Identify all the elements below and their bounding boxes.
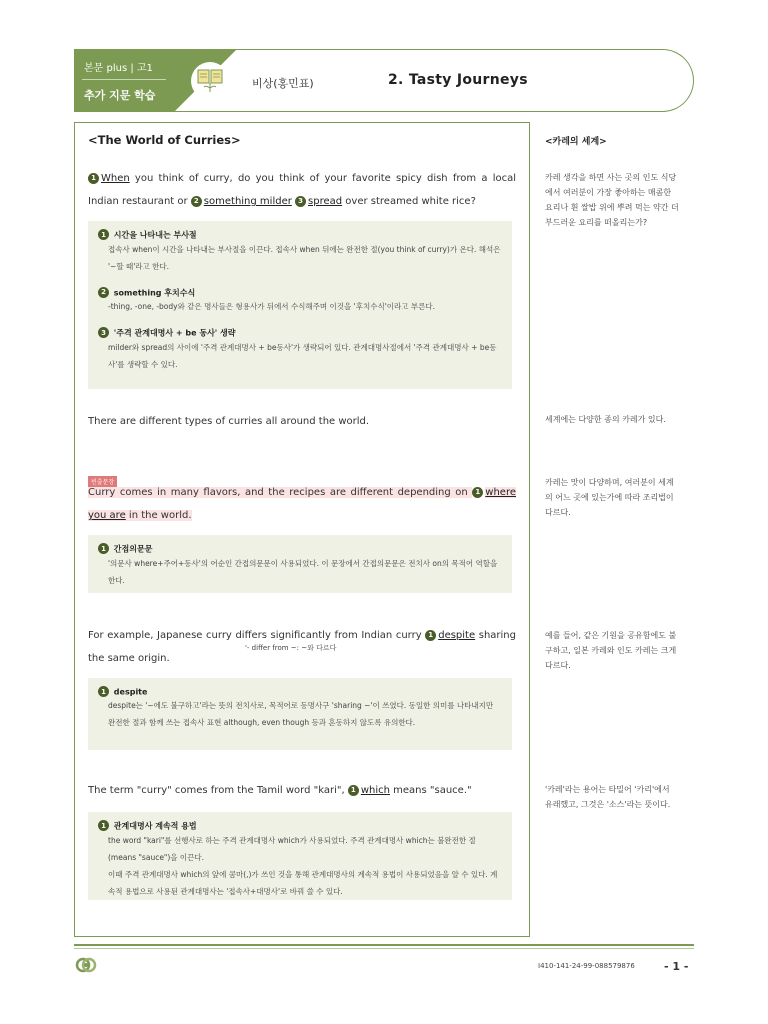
publisher-logo-icon [74, 954, 98, 976]
note-heading: 1 시간을 나타내는 부사절 [98, 229, 502, 241]
translation-5: '카레'라는 용어는 타밀어 '카리'에서 유래했고, 그것은 '소스'라는 뜻이다. [545, 785, 671, 809]
note-heading: 2 something 후치수식 [98, 287, 502, 299]
footer-rule-thin [74, 948, 694, 949]
highlighted-text: Curry comes in many flavors, and the recipes are different depending on [88, 487, 473, 498]
note-body: despite는 '~에도 불구하고'라는 뜻의 전치사로, 목적어로 동명사구 'sharing ~'이 쓰였다. 동일한 의미를 나타내지만 완전한 절과 함께 쓰는 접속사 표현 although, even though 등과 혼동하지 않도록 유의한다. [108, 701, 494, 727]
note-heading: 1 관계대명사 계속적 용법 [98, 820, 502, 832]
translation-1: 카레 생각을 하면 사는 곳의 인도 식당에서 여러분이 가장 좋아하는 매콤한 요리나 흰 쌀밥 위에 뿌려 먹는 약간 더 부드러운 요리를 떠올리는가? [545, 173, 679, 227]
grammar-note-4 [88, 812, 512, 900]
note-heading: 1 간접의문문 [98, 543, 502, 555]
sentence-text: For example, Japanese curry differs significantly from Indian curry [88, 630, 426, 641]
page-number: - 1 - [664, 960, 689, 973]
note-body: -thing, -one, -body와 같은 명사들은 형용사가 뒤에서 수식해주며 이것을 '후치수식'이라고 부른다. [108, 302, 436, 311]
marker-1: 1 [472, 487, 483, 498]
translation-3: 카레는 맛이 다양하며, 여러분이 세계의 어느 곳에 있는가에 따라 조리법이 다르다. [545, 478, 674, 517]
note-heading: 1 despite [98, 686, 502, 697]
grammar-note-3 [88, 678, 512, 750]
tag-divider [82, 79, 166, 80]
marker-1: 1 [348, 785, 359, 796]
book-icon [191, 62, 229, 100]
grammar-note-1 [88, 221, 512, 389]
lesson-title: 2. Tasty Journeys [388, 72, 528, 88]
translation-title: <카레의 세계> [545, 137, 607, 147]
marker-1: 1 [88, 173, 99, 184]
section-label: 추가 지문 학습 [84, 89, 156, 102]
sentence-text: The term "curry" comes from the Tamil word "kari", [88, 785, 348, 796]
note-body: the word "kari"를 선행사로 하는 주격 관계대명사 which가 사용되었다. 주격 관계대명사 which는 불완전한 절(means "sauce")을 이끈다. [108, 835, 476, 862]
vocab-subnote: '- differ from ~: ~와 다르다 [245, 644, 337, 652]
sentence-1 [88, 167, 516, 213]
keyword-something-milder: something milder [203, 196, 292, 207]
note-body: '의문사 where+주어+동사'의 어순인 간접의문문이 사용되었다. 이 문장에서 간접의문문은 전치사 on의 목적어 역할을 한다. [108, 558, 498, 585]
sentence-2: There are different types of curries all around the world. [88, 416, 370, 427]
document-code: I410-141-24-99-088579876 [538, 962, 635, 970]
marker-3: 3 [295, 196, 306, 207]
header-tag [74, 49, 174, 112]
note-heading: 3 '주격 관계대명사 + be 동사' 생략 [98, 327, 502, 339]
sentence-text: means "sauce." [389, 785, 472, 796]
note-body: 접속사 when이 시간을 나타내는 부사절을 이끈다. 접속사 when 뒤에는 완전한 절(you think of curry)가 온다. 해석은 '~할 때'라고 한다. [108, 244, 501, 271]
translation-4: 예를 들어, 같은 기원을 공유함에도 불구하고, 일본 카레와 인도 카레는 크게 다르다. [545, 631, 677, 670]
translation-2: 세계에는 다양한 종의 카레가 있다. [545, 415, 666, 424]
grammar-note-2 [88, 535, 512, 593]
sentence-text: you think of curry, do you think of your favorite spicy dish from a local Indian restaurant or [88, 173, 516, 207]
publisher-label: 비상(홍민표) [252, 77, 314, 90]
sentence-3 [88, 481, 516, 527]
marker-2: 2 [191, 196, 202, 207]
marker-1: 1 [425, 630, 436, 641]
note-body: milder와 spread의 사이에 '주격 관계대명사 + be동사'가 생략되어 있다. 관계대명사절에서 '주격 관계대명사 + be동사'를 생략할 수 있다. [108, 342, 497, 369]
keyword-spread: spread [308, 196, 343, 207]
highlighted-text: in the world. [125, 510, 192, 521]
keyword-which: which [360, 785, 390, 796]
keyword-when: When [101, 173, 130, 184]
sentence-text: over streamed white rice? [342, 196, 476, 207]
grade-label: 본문 plus | 고1 [84, 63, 153, 74]
note-body: 이때 주격 관계대명사 which의 앞에 콤마(,)가 쓰인 것을 통해 관계대명사의 계속적 용법이 사용되었음을 알 수 있다. 계속적 용법으로 사용된 관계대명사는 '접속사+대명사'로 바꿔 쓸 수 있다. [108, 869, 498, 896]
keyword-where-you-are: where you are [88, 487, 516, 521]
frequent-sentence-badge: 빈출문장 [88, 476, 117, 487]
keyword-despite: despite [438, 630, 476, 641]
footer-rule [74, 944, 694, 946]
sentence-5 [88, 779, 516, 802]
passage-title: <The World of Curries> [88, 133, 241, 147]
sentence-text: sharing the same origin. [88, 630, 516, 664]
